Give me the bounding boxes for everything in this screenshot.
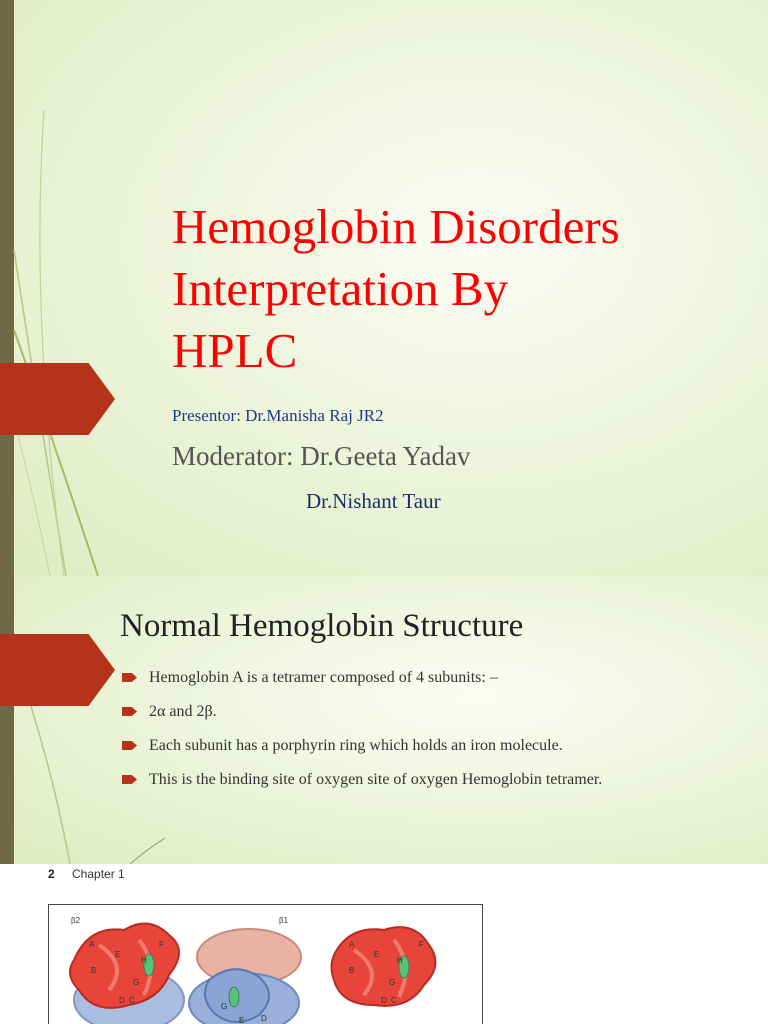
presenter-text: Presentor: Dr.Manisha Raj JR2 <box>172 406 384 425</box>
book-page <box>0 864 768 1024</box>
title-line-2: Interpretation By <box>172 261 509 316</box>
helix-label: D <box>261 1014 267 1023</box>
co-moderator-text: Dr.Nishant Taur <box>306 489 441 513</box>
helix-label: E <box>115 950 121 959</box>
helix-label: B <box>349 966 355 975</box>
hemoglobin-structure-figure <box>48 904 483 1024</box>
decorative-lines <box>0 0 130 576</box>
helix-label: D <box>119 996 125 1005</box>
helix-label: F <box>419 940 424 949</box>
bullet-item <box>122 669 602 703</box>
bullet-text: Each subunit has a porphyrin ring which holds an iron molecule. <box>149 737 563 754</box>
arrow-bullet-icon <box>122 775 137 784</box>
helix-label: A <box>349 940 355 949</box>
helix-label: H <box>397 956 403 965</box>
arrow-bullet-icon <box>122 741 137 750</box>
helix-label: C <box>391 996 397 1005</box>
moderator-text: Moderator: Dr.Geeta Yadav <box>172 441 471 471</box>
content-slide <box>0 576 768 864</box>
helix-label: B <box>91 966 97 975</box>
helix-label: F <box>159 940 164 949</box>
page-number: 2 <box>48 867 55 881</box>
title-line-3: HPLC <box>172 323 298 378</box>
helix-label: E <box>374 950 380 959</box>
bullet-text: 2α and 2β. <box>149 703 217 720</box>
arrow-bullet-icon <box>122 673 137 682</box>
helix-label: G <box>389 978 396 987</box>
chapter-label: Chapter 1 <box>72 867 125 881</box>
bullet-list <box>122 669 602 805</box>
arrow-bullet-icon <box>122 707 137 716</box>
helix-label: C <box>129 996 135 1005</box>
helix-label: G <box>133 978 140 987</box>
helix-label: H <box>141 956 147 965</box>
bullet-item <box>122 737 602 771</box>
bullet-item <box>122 771 602 805</box>
beta1-label: β1 <box>279 916 289 925</box>
bullet-text: This is the binding site of oxygen site of oxygen Hemoglobin tetramer. <box>149 771 603 788</box>
helix-label: E <box>239 1016 245 1024</box>
title-line-1: Hemoglobin Disorders <box>172 199 620 254</box>
helix-label: D <box>381 996 387 1005</box>
hemoglobin-ribbon-illustration <box>49 905 483 1024</box>
slide-heading: Normal Hemoglobin Structure <box>120 608 524 644</box>
slide-title <box>172 196 732 382</box>
beta2-label: β2 <box>71 916 81 925</box>
bullet-text: Hemoglobin A is a tetramer composed of 4 subunits: – <box>149 669 498 686</box>
bullet-item <box>122 703 602 737</box>
helix-label: G <box>221 1002 228 1011</box>
helix-label: A <box>89 940 95 949</box>
